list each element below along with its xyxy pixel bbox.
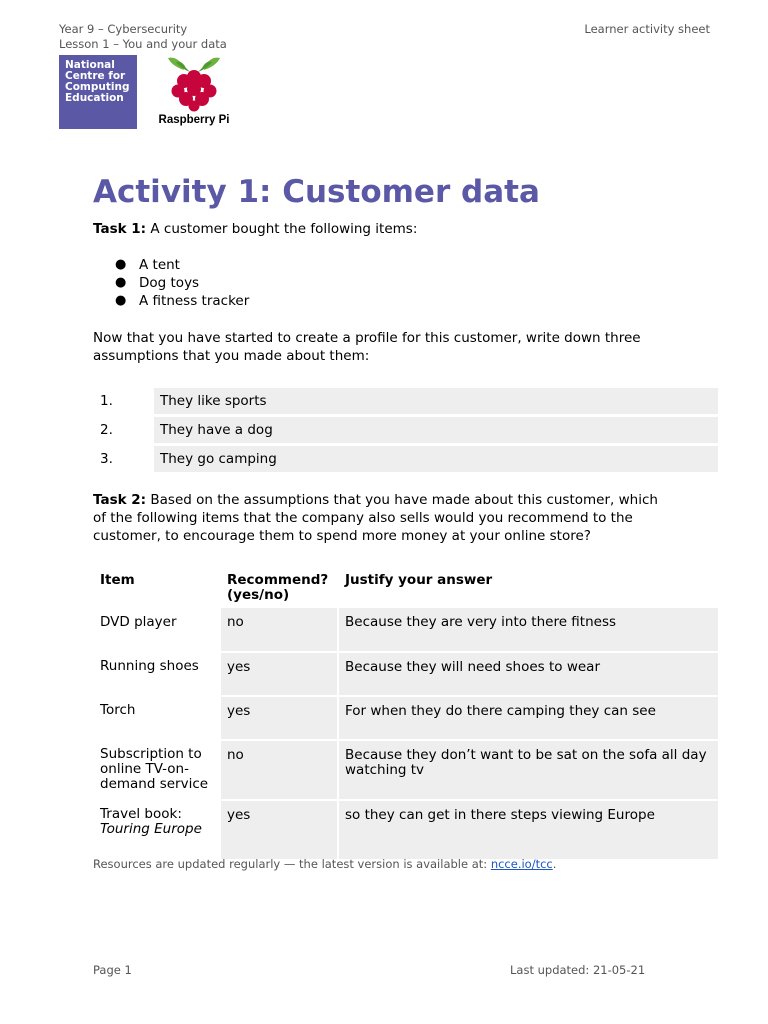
- assumption-answer[interactable]: They go camping: [154, 446, 718, 472]
- recommend-cell[interactable]: yes: [220, 696, 338, 740]
- list-item: ● Dog toys: [115, 274, 718, 292]
- course-label: Year 9 – Cybersecurity: [59, 22, 188, 36]
- item-cell: [93, 800, 220, 860]
- item-cell: Torch: [100, 702, 136, 718]
- task2-text: Based on the assumptions that you have made about this customer, which of the following items that the company also sells would you recommend to the customer, to encourage them to spend more money at your online store?: [93, 492, 658, 544]
- table-row: [93, 446, 718, 472]
- resources-note-text: Resources are updated regularly — the latest version is available at:: [93, 857, 491, 871]
- lesson-label: Lesson 1 – You and your data: [59, 37, 227, 51]
- main-content: [93, 170, 718, 861]
- header-left: [59, 22, 227, 52]
- table-row: [93, 652, 718, 696]
- assumption-number: 3.: [100, 451, 113, 467]
- justify-cell[interactable]: Because they will need shoes to wear: [338, 652, 718, 696]
- recommend-cell[interactable]: no: [220, 740, 338, 800]
- assumption-answer[interactable]: They like sports: [154, 388, 718, 414]
- assumption-number: 1.: [100, 393, 113, 409]
- task1-label: Task 1:: [93, 221, 147, 237]
- table-row: [93, 417, 718, 443]
- item-cell: Running shoes: [100, 658, 199, 674]
- raspberry-pi-wordmark: Raspberry Pi: [158, 114, 230, 126]
- last-updated: Last updated: 21-05-21: [510, 963, 646, 977]
- table-row: [93, 696, 718, 740]
- justify-cell[interactable]: For when they do there camping they can see: [338, 696, 718, 740]
- table-row: [93, 608, 718, 652]
- recommend-cell[interactable]: yes: [220, 652, 338, 696]
- list-item: ● A fitness tracker: [115, 292, 718, 310]
- table-row: [93, 800, 718, 860]
- recommend-cell[interactable]: yes: [220, 800, 338, 860]
- resources-note-end: .: [552, 857, 557, 871]
- table-row: [93, 388, 718, 414]
- item-prefix: Travel book:: [100, 806, 182, 822]
- raspberry-pi-logo: [152, 54, 236, 132]
- column-header-justify: Justify your answer: [345, 572, 493, 588]
- resources-note: [93, 857, 556, 871]
- column-header-recommend: Recommend? (yes/no): [227, 572, 329, 603]
- assumption-answer[interactable]: They have a dog: [154, 417, 718, 443]
- recommend-cell[interactable]: no: [220, 608, 338, 652]
- table-row: [93, 740, 718, 800]
- task1-prompt: Now that you have started to create a profile for this customer, write down three assumptions that you made about them:: [93, 330, 641, 364]
- page-title: Activity 1: Customer data: [93, 174, 540, 210]
- recommendations-table: [93, 567, 718, 861]
- raspberry-icon: [152, 54, 236, 112]
- assumption-number: 2.: [100, 422, 113, 438]
- purchased-items-list: [115, 256, 718, 310]
- column-header-item: Item: [100, 572, 135, 588]
- ncce-logo: [59, 55, 137, 129]
- task2-intro: [93, 491, 673, 545]
- task2-label: Task 2:: [93, 492, 147, 508]
- task1-text: A customer bought the following items:: [146, 221, 418, 237]
- page-number: Page 1: [93, 963, 132, 977]
- assumptions-table: [93, 385, 718, 475]
- resources-link[interactable]: ncce.io/tcc: [490, 857, 553, 871]
- table-header-row: [93, 567, 718, 608]
- ncce-logo-text: National Centre for Computing Education: [65, 59, 130, 104]
- task1-intro: [93, 220, 718, 238]
- book-title: Touring Europe: [100, 821, 202, 837]
- justify-cell[interactable]: so they can get in there steps viewing Europe: [338, 800, 718, 860]
- justify-cell[interactable]: Because they are very into there fitness: [338, 608, 718, 652]
- justify-cell[interactable]: Because they don’t want to be sat on the sofa all day watching tv: [338, 740, 718, 800]
- list-item: ● A tent: [115, 256, 718, 274]
- item-cell: DVD player: [100, 614, 177, 630]
- item-cell: Subscription to online TV-on-demand service: [100, 746, 209, 792]
- sheet-type-label: Learner activity sheet: [584, 22, 710, 36]
